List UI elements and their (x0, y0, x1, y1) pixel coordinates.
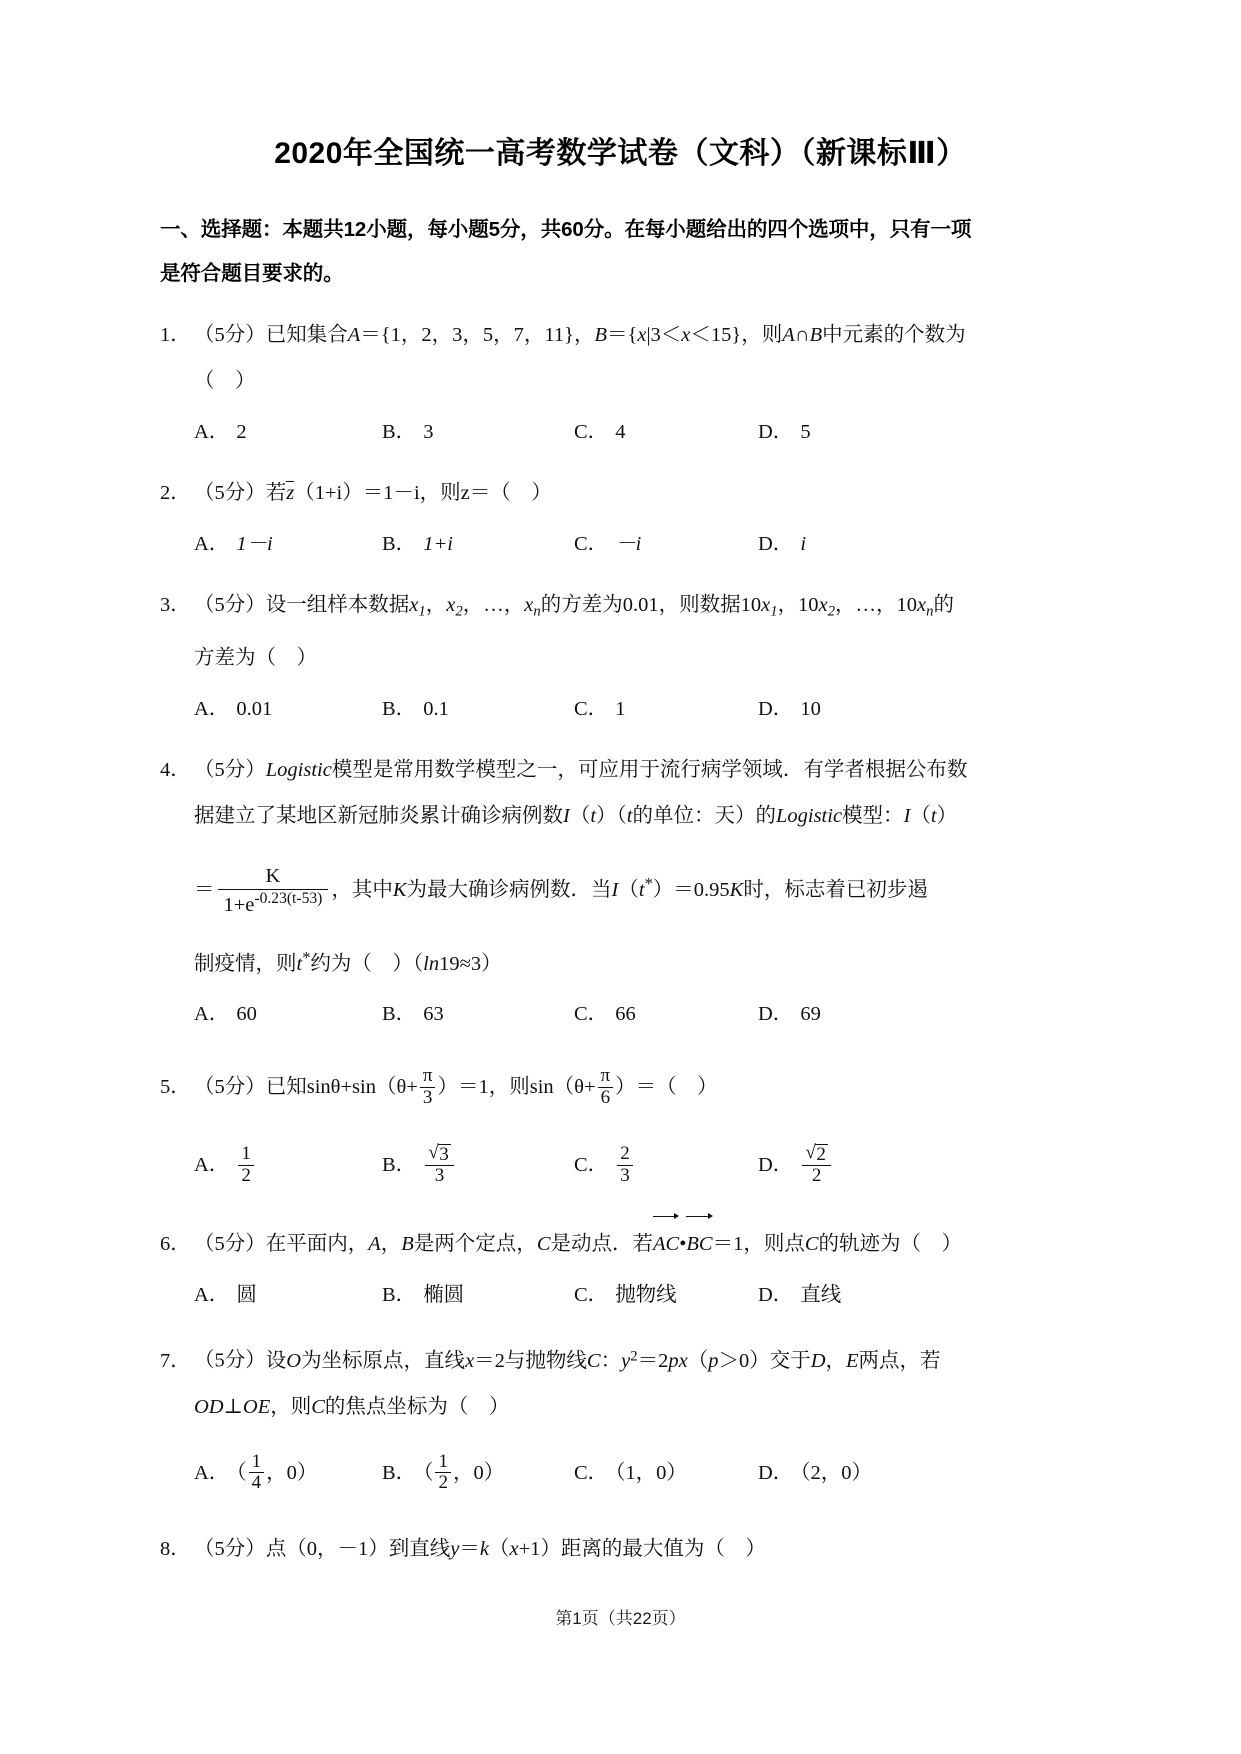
option-5-b-den: 3 (425, 1165, 454, 1187)
question-4-options (160, 992, 1081, 1036)
option-3-d-value: 10 (800, 697, 821, 720)
question-4-line3: ＝ $\frac{K}{1+e^{-0.23(t-53)}}$ ，其中K为最大确诊病例数．当I（t*）＝0.95K时，标志着已初步遏 (194, 864, 928, 916)
question-4-line1 (160, 747, 1081, 793)
option-5-a-label: A． (194, 1154, 230, 1177)
option-7-b-prefix: （ (423, 1462, 434, 1485)
question-7-number: 7． (160, 1350, 191, 1373)
option-7-b-num: 1 (438, 1450, 448, 1472)
option-5-d[interactable] (758, 1128, 833, 1202)
option-2-a[interactable] (194, 522, 273, 566)
q1-intersection: A∩B (782, 324, 823, 346)
option-3-a[interactable] (194, 687, 272, 731)
question-4-number: 4． (160, 758, 191, 781)
question-5-number: 5． (160, 1076, 191, 1099)
section-heading-line1: 一、选择题：本题共12小题，每小题5分，共60分。在每小题给出的四个选项中，只有一项 (160, 218, 972, 241)
dot-product-icon: • (679, 1233, 687, 1256)
option-2-b-label: B． (382, 533, 417, 555)
option-1-d-label: D． (758, 421, 794, 443)
option-2-c[interactable] (574, 522, 641, 566)
option-4-c[interactable] (574, 992, 636, 1036)
option-3-c[interactable] (574, 687, 625, 731)
q1-text-e: ＜15}，则 (690, 324, 783, 346)
vector-ac: AC (653, 1218, 679, 1267)
q1-set-a: A (347, 324, 361, 346)
question-8-score: （5分） (194, 1538, 266, 1561)
option-4-b[interactable] (382, 992, 444, 1036)
question-1-score: （5分） (194, 324, 266, 346)
question-6-line1 (160, 1218, 1081, 1267)
q1-text-f: 中元素的个数为 (822, 324, 966, 346)
question-4-line2: 据建立了某地区新冠肺炎累计确诊病例数I（t）（t的单位：天）的Logistic模型：I（t） (194, 804, 958, 827)
question-2-options (160, 522, 1081, 566)
option-6-d[interactable] (758, 1273, 841, 1317)
question-7 (160, 1333, 1081, 1430)
option-4-c-value: 66 (615, 1003, 636, 1026)
option-5-b-fraction (425, 1144, 454, 1187)
option-7-d-label: D． (758, 1462, 794, 1485)
q5-frac1-den: 3 (420, 1087, 436, 1109)
option-2-d-label: D． (758, 533, 794, 555)
option-6-b-label: B． (382, 1284, 417, 1307)
option-4-b-label: B． (382, 1003, 417, 1026)
question-2-number: 2． (160, 482, 191, 504)
option-7-a-den: 4 (249, 1472, 265, 1494)
option-5-c-fraction (617, 1144, 633, 1186)
option-6-d-label: D． (758, 1284, 794, 1307)
question-8-line1 (160, 1526, 1081, 1572)
option-1-c[interactable] (574, 410, 625, 454)
option-7-b-suffix: ，0） (452, 1462, 505, 1485)
option-2-a-value: 1－i (236, 533, 273, 555)
option-5-b-num (425, 1144, 454, 1166)
q2-text-post: （1+i）＝1－i，则z＝（ ） (294, 482, 552, 504)
question-7-options (160, 1436, 1081, 1510)
option-4-d-label: D． (758, 1003, 794, 1026)
question-3-line1 (160, 582, 1081, 635)
option-3-b-label: B． (382, 697, 417, 720)
page-footer: 第1页（共22页） (555, 1609, 686, 1628)
logistic-denominator: $1+e^{-0.23(t-53)}$ (218, 889, 329, 917)
option-1-a-label: A． (194, 421, 230, 443)
option-5-a-num: 1 (241, 1143, 251, 1165)
question-5-score: （5分） (194, 1076, 266, 1099)
question-3-score: （5分） (194, 594, 266, 616)
option-2-b-value: 1+i (423, 533, 453, 555)
question-3 (160, 582, 1081, 681)
option-6-a[interactable] (194, 1273, 257, 1317)
question-5 (160, 1052, 1081, 1122)
q1-text-b: ＝{1，2，3，5，7，11}， (360, 324, 595, 346)
question-5-options (160, 1128, 1081, 1202)
sqrt-icon: √ 3 (428, 1144, 451, 1166)
question-1-line2: （ ） (194, 370, 256, 392)
q5-frac1-num: π (422, 1065, 433, 1087)
option-5-d-num (802, 1144, 831, 1166)
option-7-b-fraction (435, 1452, 451, 1494)
q2-conjugate-z: z (286, 482, 295, 504)
option-3-d-label: D． (758, 697, 794, 720)
option-1-b[interactable] (382, 410, 433, 454)
option-7-b-den: 2 (435, 1472, 451, 1494)
option-5-c-label: C． (574, 1154, 609, 1177)
question-1 (160, 312, 1081, 404)
logistic-exponent: -0.23(t-53) (254, 889, 323, 907)
q1-text-c: ＝{ (606, 324, 638, 346)
option-5-b[interactable] (382, 1128, 456, 1202)
question-3-number: 3． (160, 594, 191, 616)
option-1-d-value: 5 (800, 421, 811, 443)
option-5-d-den: 2 (802, 1165, 831, 1187)
q1-set-b: B (594, 324, 607, 346)
question-4-score: （5分） (194, 758, 266, 781)
option-6-d-value: 直线 (800, 1284, 842, 1307)
option-6-c-value: 抛物线 (615, 1284, 677, 1307)
option-6-c-label: C． (574, 1284, 609, 1307)
q6-text-b: ＝1，则点C的轨迹为（ ） (712, 1233, 963, 1256)
q8-text: 点（0，－1）到直线y＝k（x+1）距离的最大值为（ ） (265, 1538, 766, 1561)
q5-text-c: ）＝（ ） (615, 1076, 718, 1099)
option-5-a-den: 2 (238, 1165, 254, 1187)
option-6-b-value: 椭圆 (423, 1284, 465, 1307)
q5-fraction-pi-6 (598, 1066, 614, 1108)
option-5-a[interactable] (194, 1128, 256, 1202)
option-5-d-label: D． (758, 1154, 794, 1177)
option-3-a-label: A． (194, 697, 230, 720)
option-7-c[interactable] (574, 1436, 687, 1510)
option-7-a-prefix: （ (236, 1462, 247, 1485)
logistic-numerator: K (265, 864, 281, 887)
option-7-b[interactable] (382, 1436, 504, 1510)
question-4-line4: 制疫情，则t*约为（ ）（ln19≈3） (194, 947, 502, 975)
section-heading-line2: 是符合题目要求的。 (160, 262, 344, 285)
question-1-line1 (160, 312, 1081, 358)
question-5-line1 (160, 1052, 1081, 1122)
question-8 (160, 1526, 1081, 1572)
option-3-c-label: C． (574, 697, 609, 720)
q1-var-x: x (637, 324, 647, 346)
question-4 (160, 747, 1081, 987)
option-6-a-value: 圆 (236, 1284, 257, 1307)
option-2-d[interactable] (758, 522, 806, 566)
option-7-a[interactable] (194, 1436, 317, 1510)
option-2-c-label: C． (574, 533, 609, 555)
q2-text-pre: 若 (265, 482, 287, 504)
option-3-d[interactable] (758, 687, 821, 731)
question-2-line1 (160, 470, 1081, 516)
option-1-b-label: B． (382, 421, 417, 443)
question-1-options (160, 410, 1081, 454)
option-7-a-num: 1 (251, 1450, 262, 1472)
option-4-a-label: A． (194, 1003, 230, 1026)
question-1-number: 1． (160, 324, 191, 346)
option-7-a-label: A． (194, 1462, 230, 1485)
section-heading (160, 208, 1081, 296)
logistic-formula-fraction (218, 865, 329, 917)
option-1-a-value: 2 (236, 421, 247, 443)
q4-text-1: Logistic模型是常用数学模型之一，可应用于流行病学领域．有学者根据公布数 (265, 758, 968, 781)
option-4-c-label: C． (574, 1003, 609, 1026)
question-3-options (160, 687, 1081, 731)
question-6-number: 6． (160, 1233, 191, 1256)
q5-fraction-pi-3 (420, 1066, 436, 1108)
option-1-c-label: C． (574, 421, 609, 443)
option-7-d[interactable] (758, 1436, 872, 1510)
option-5-a-fraction (238, 1144, 254, 1186)
option-4-d-value: 69 (800, 1003, 821, 1026)
option-7-c-value: （1，0） (615, 1462, 687, 1485)
option-5-d-fraction (802, 1144, 831, 1187)
option-5-c[interactable] (574, 1128, 635, 1202)
question-8-number: 8． (160, 1538, 191, 1561)
option-7-a-fraction (249, 1452, 265, 1494)
question-7-line2: OD⊥OE，则C的焦点坐标为（ ） (194, 1396, 510, 1419)
question-6-options (160, 1273, 1081, 1317)
option-2-c-value: －i (615, 533, 642, 555)
option-5-c-den: 3 (617, 1165, 633, 1187)
q5-frac2-num: π (600, 1065, 611, 1087)
option-3-b[interactable] (382, 687, 449, 731)
question-7-score: （5分） (194, 1350, 266, 1373)
option-7-a-suffix: ，0） (266, 1462, 318, 1485)
q5-frac2-den: 6 (598, 1087, 614, 1109)
q1-var-x2: x (681, 324, 691, 346)
question-3-line2: 方差为（ ） (194, 646, 317, 669)
q5-text-a: 已知sinθ+sin（θ+ (265, 1076, 418, 1099)
option-1-c-value: 4 (615, 421, 626, 443)
question-7-line1 (160, 1333, 1081, 1384)
option-1-b-value: 3 (423, 421, 434, 443)
option-4-b-value: 63 (423, 1003, 444, 1026)
option-3-a-value: 0.01 (236, 697, 273, 720)
option-4-a[interactable] (194, 992, 257, 1036)
option-5-b-label: B． (382, 1154, 417, 1177)
option-7-d-value: （2，0） (800, 1462, 873, 1485)
q7-text-1: 设O为坐标原点，直线x＝2与抛物线C：$y^2=2px(p>0)$交于D，E两点，若 (265, 1348, 941, 1373)
q1-text-a: 已知集合 (265, 324, 348, 346)
option-2-a-label: A． (194, 533, 230, 555)
option-4-a-value: 60 (236, 1003, 257, 1026)
option-1-d[interactable] (758, 410, 811, 454)
vector-bc: BC (686, 1218, 712, 1267)
option-7-c-label: C． (574, 1462, 609, 1485)
option-6-c[interactable] (574, 1273, 677, 1317)
option-6-a-label: A． (194, 1284, 230, 1307)
question-2 (160, 470, 1081, 516)
option-6-b[interactable] (382, 1273, 464, 1317)
sqrt-icon: √ 2 (805, 1144, 828, 1166)
option-2-b[interactable] (382, 522, 453, 566)
option-1-a[interactable] (194, 410, 247, 454)
question-2-score: （5分） (194, 482, 266, 504)
q5-text-b: ）＝1，则sin（θ+ (437, 1076, 596, 1099)
option-4-d[interactable] (758, 992, 821, 1036)
option-5-c-num: 2 (620, 1143, 630, 1165)
q1-text-d: |3＜ (646, 324, 682, 346)
option-3-b-value: 0.1 (423, 697, 449, 720)
option-7-b-label: B． (382, 1462, 417, 1485)
question-6-score: （5分） (194, 1233, 266, 1256)
q6-text-a: 在平面内，A，B是两个定点，C是动点．若 (265, 1233, 653, 1256)
q3-text: 设一组样本数据$x_1$，$x_2$，…，$x_n$的方差为0.01，则数据$10x_1$，$10x_2$，…，$10x_n$的 (265, 594, 955, 620)
question-6 (160, 1218, 1081, 1267)
option-3-c-value: 1 (615, 697, 626, 720)
page-title: 2020年全国统一高考数学试卷（文科）（新课标Ⅲ） (274, 137, 967, 170)
option-2-d-value: i (800, 533, 807, 555)
